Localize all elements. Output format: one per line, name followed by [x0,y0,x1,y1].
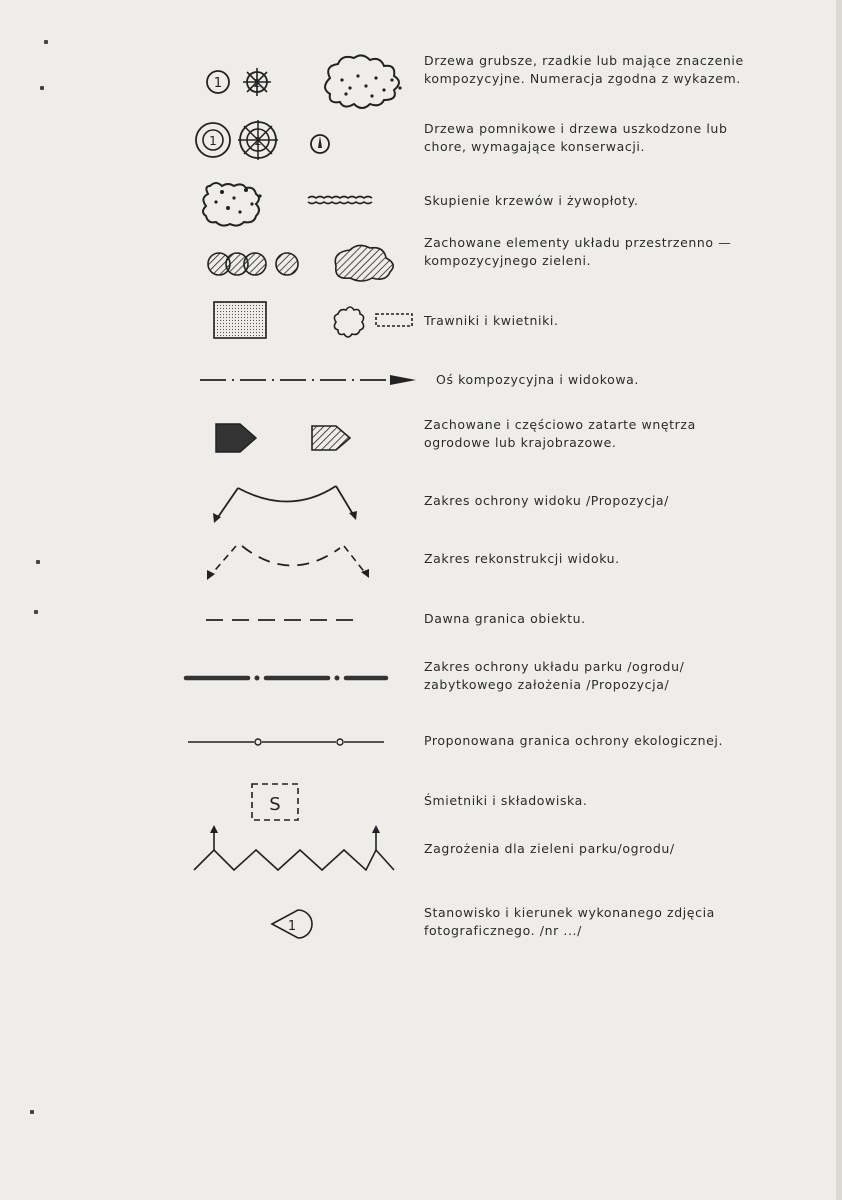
description-line: Zachowane i częściowo zatarte wnętrza [424,417,696,432]
view-reconstruction-description [424,550,784,568]
description-line: ogrodowe lub krajobrazowe. [424,435,617,450]
margin-mark [44,40,48,44]
lawns-description [424,312,784,330]
description-line: Drzewa grubsze, rzadkie lub mające znaczenie [424,53,744,68]
photo-station-description [424,904,784,940]
description-line: Skupienie krzewów i żywopłoty. [424,193,639,208]
dumps-symbol [180,780,410,824]
tree-number: 1 [213,76,223,91]
description-line: Zakres ochrony widoku /Propozycja/ [424,493,669,508]
view-protection-description [424,492,784,510]
dump-label: S [269,794,281,815]
park-protection-symbol [180,658,410,698]
shrubs-symbol [180,176,410,224]
description-line: Stanowisko i kierunek wykonanego zdjęcia [424,905,715,920]
description-line: Proponowana granica ochrony ekologicznej. [424,733,724,748]
shrubs-description [424,192,784,210]
axis-description [436,371,796,389]
park-protection-description [424,658,784,694]
dumps-description [424,792,784,810]
view-protection-symbol [180,480,410,530]
tree-number: 2 [253,77,261,90]
former-boundary-description [424,610,784,628]
interiors-symbol [180,414,410,458]
description-line: Zachowane elementy układu przestrzenno — [424,235,732,250]
description-line: Zakres rekonstrukcji widoku. [424,551,620,566]
former-boundary-symbol [180,608,410,628]
description-line: zabytkowego założenia /Propozycja/ [424,677,670,692]
preserved-greenery-description [424,234,784,270]
preserved-greenery-symbol [180,236,410,286]
description-line: Dawna granica obiektu. [424,611,586,626]
tree-number: 2 [254,135,262,148]
description-line: chore, wymagające konserwacji. [424,139,646,154]
view-reconstruction-symbol [180,540,410,586]
description-line: Zagrożenia dla zieleni parku/ogrodu/ [424,841,675,856]
trees-large-description [424,52,784,88]
description-line: Śmietniki i składowiska. [424,793,588,808]
trees-monument-description [424,120,784,156]
description-line: Zakres ochrony układu parku /ogrodu/ [424,659,685,674]
tree-number: 1 [209,134,217,148]
description-line: fotograficznego. /nr .../ [424,923,582,938]
description-line: Oś kompozycyjna i widokowa. [436,372,640,387]
description-line: Drzewa pomnikowe i drzewa uszkodzone lub [424,121,728,136]
margin-mark [36,560,40,564]
description-line: kompozycyjnego zieleni. [424,253,592,268]
ecological-boundary-description [424,732,784,750]
description-line: Trawniki i kwietniki. [424,313,559,328]
margin-mark [30,1110,34,1114]
threats-description [424,840,784,858]
ecological-boundary-symbol [180,728,410,756]
lawns-symbol [180,298,410,342]
threats-symbol [180,824,410,874]
trees-monument-symbol [180,116,410,166]
description-line: kompozycyjne. Numeracja zgodna z wykazem. [424,71,741,86]
photo-number: 1 [287,919,297,934]
axis-symbol [180,366,410,394]
interiors-description [424,416,784,452]
margin-mark [34,610,38,614]
trees-large-symbol [180,48,410,104]
photo-station-symbol [180,900,410,944]
margin-mark [40,86,44,90]
